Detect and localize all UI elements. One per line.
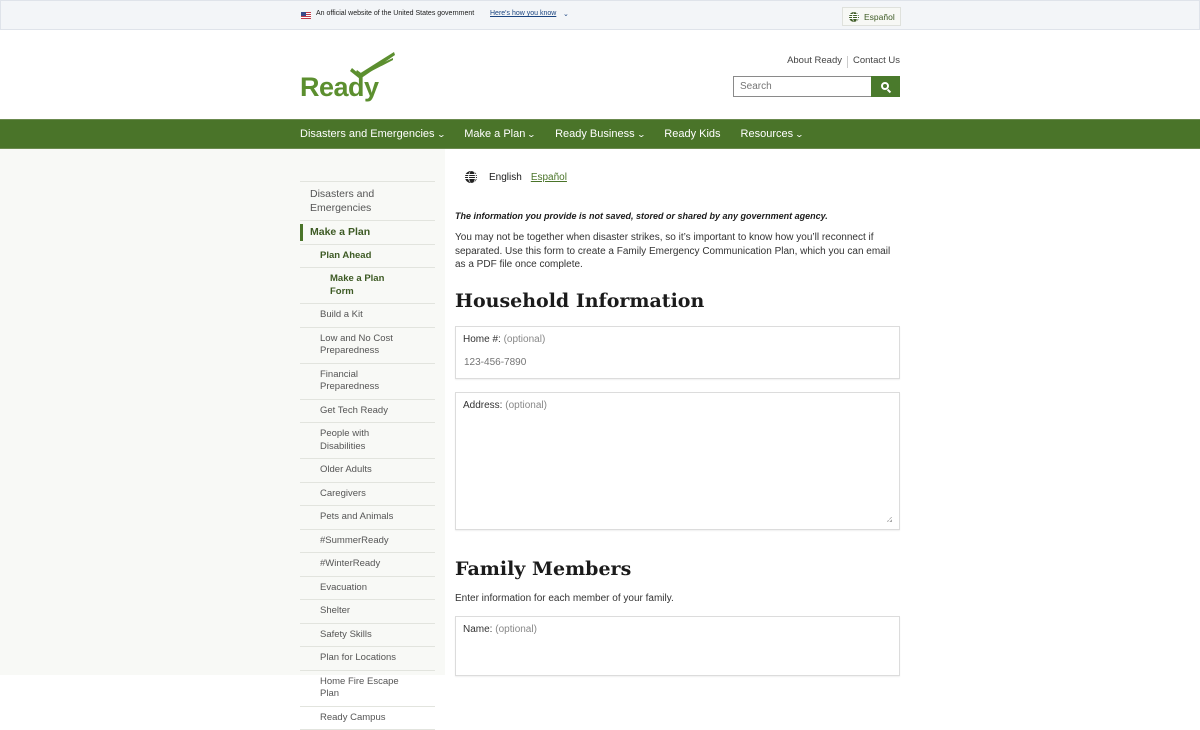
gov-banner xyxy=(0,0,1200,30)
espanol-language-button[interactable] xyxy=(842,7,901,26)
sidebar-item-evacuation[interactable]: Evacuation xyxy=(300,577,435,601)
search-input[interactable] xyxy=(733,76,871,97)
chevron-down-icon: ⌄ xyxy=(436,130,445,139)
nav-label: Make a Plan xyxy=(464,128,525,140)
address-field[interactable] xyxy=(455,392,900,530)
nav-label: Ready Kids xyxy=(664,128,720,140)
sidebar-item-plan-ahead[interactable]: Plan Ahead xyxy=(300,245,435,269)
sidebar-item-home-fire-escape-plan[interactable]: Home Fire Escape Plan xyxy=(300,671,435,707)
search-button[interactable] xyxy=(871,76,900,97)
nav-disasters-and-emergencies[interactable] xyxy=(300,128,444,140)
sidebar-item-shelter[interactable]: Shelter xyxy=(300,600,435,624)
sidebar-item-summer-ready[interactable]: #SummerReady xyxy=(300,530,435,554)
chevron-down-icon: ⌄ xyxy=(527,130,536,139)
search-icon xyxy=(881,82,889,90)
optional-hint: (optional) xyxy=(495,624,537,635)
language-english: English xyxy=(489,172,522,183)
sidebar-item-financial-preparedness[interactable]: Financial Preparedness xyxy=(300,364,435,400)
privacy-disclaimer: The information you provide is not saved, stored or shared by any government agency. xyxy=(455,211,900,221)
nav-ready-business[interactable] xyxy=(555,128,644,140)
household-information-heading: Household Information xyxy=(455,290,900,312)
nav-resources[interactable] xyxy=(741,128,803,140)
sidebar-item-get-tech-ready[interactable]: Get Tech Ready xyxy=(300,400,435,424)
sidebar-item-caregivers[interactable]: Caregivers xyxy=(300,483,435,507)
address-label xyxy=(463,400,547,411)
contact-us-link[interactable]: Contact Us xyxy=(848,55,900,68)
home-phone-label xyxy=(463,334,545,345)
chevron-down-icon[interactable]: ⌄ xyxy=(563,10,569,18)
textarea-resize-handle[interactable] xyxy=(887,517,892,522)
nav-label: Ready Business xyxy=(555,128,635,140)
name-label xyxy=(463,624,537,635)
sidebar-nav xyxy=(300,181,435,730)
label-text: Home #: xyxy=(463,334,501,345)
sidebar-item-low-and-no-cost-preparedness[interactable]: Low and No Cost Preparedness xyxy=(300,328,435,364)
intro-paragraph: You may not be together when disaster strikes, so it’s important to know how you’ll reconnect if separated. Use this form to create a Family Emergency Communication Plan, which you can email as a PDF file once complete. xyxy=(455,231,900,272)
family-members-heading: Family Members xyxy=(455,558,900,580)
language-espanol-link[interactable]: Español xyxy=(531,172,567,183)
home-phone-input[interactable] xyxy=(464,357,884,368)
globe-icon xyxy=(465,171,477,183)
sidebar-item-winter-ready[interactable]: #WinterReady xyxy=(300,553,435,577)
sidebar-item-plan-for-locations[interactable]: Plan for Locations xyxy=(300,647,435,671)
sidebar-item-people-with-disabilities[interactable]: People with Disabilities xyxy=(300,423,435,459)
us-flag-icon xyxy=(301,12,311,19)
nav-ready-kids[interactable] xyxy=(664,128,720,140)
chevron-down-icon: ⌄ xyxy=(795,130,804,139)
language-button-label: Español xyxy=(864,12,895,22)
home-phone-field[interactable] xyxy=(455,326,900,379)
sidebar-item-make-a-plan-form[interactable]: Make a Plan Form xyxy=(300,268,435,304)
sidebar-item-safety-skills[interactable]: Safety Skills xyxy=(300,624,435,648)
globe-icon xyxy=(849,12,859,22)
heres-how-you-know-link[interactable]: Here's how you know xyxy=(490,10,556,17)
nav-label: Disasters and Emergencies xyxy=(300,128,435,140)
optional-hint: (optional) xyxy=(505,400,547,411)
sidebar-item-disasters-and-emergencies[interactable]: Disasters and Emergencies xyxy=(300,182,435,221)
main-navigation xyxy=(0,119,1200,149)
about-ready-link[interactable]: About Ready xyxy=(782,55,847,68)
family-members-intro: Enter information for each member of your family. xyxy=(455,593,900,604)
main-content xyxy=(455,165,900,676)
sidebar-item-make-a-plan[interactable]: Make a Plan xyxy=(300,221,435,245)
sidebar-item-build-a-kit[interactable]: Build a Kit xyxy=(300,304,435,328)
optional-hint: (optional) xyxy=(504,334,546,345)
nav-make-a-plan[interactable] xyxy=(464,128,535,140)
sidebar-item-older-adults[interactable]: Older Adults xyxy=(300,459,435,483)
label-text: Address: xyxy=(463,400,502,411)
language-switcher xyxy=(455,165,900,189)
chevron-down-icon: ⌄ xyxy=(636,130,645,139)
label-text: Name: xyxy=(463,624,492,635)
logo-text: Ready xyxy=(300,72,379,103)
name-field[interactable] xyxy=(455,616,900,676)
ready-logo[interactable] xyxy=(300,50,396,104)
sidebar-item-ready-campus[interactable]: Ready Campus xyxy=(300,707,435,730)
official-website-text: An official website of the United States government xyxy=(316,10,474,17)
nav-label: Resources xyxy=(741,128,794,140)
sidebar-item-pets-and-animals[interactable]: Pets and Animals xyxy=(300,506,435,530)
utility-links xyxy=(782,55,900,68)
